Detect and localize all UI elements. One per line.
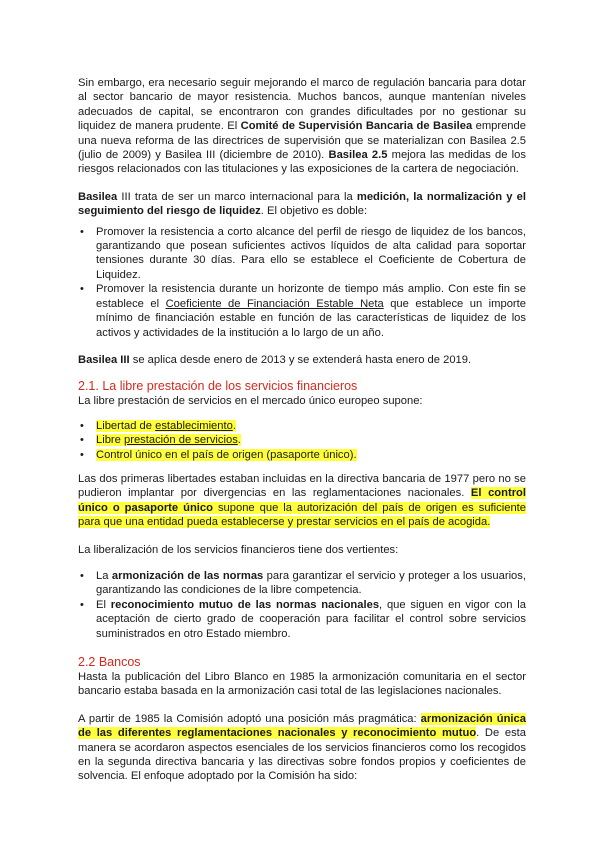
- list-item: [78, 282, 526, 340]
- underlined-text: prestación de servicios: [124, 434, 238, 447]
- text: .: [353, 448, 357, 461]
- bold-basilea-25: Basilea 2.5: [328, 149, 388, 162]
- list-item: [78, 598, 526, 641]
- text: para garantizar el servicio y proteger a los usuarios, garantizando las condiciones de la libre competencia.: [96, 569, 526, 597]
- paragraph-libro-blanco: Hasta la publicación del Libro Blanco en 1985 la armonización comunitaria en el sector bancario estaba basada en la armonización casi total de las legislaciones nacionales.: [78, 671, 526, 698]
- text: . De esta manera se acordaron aspectos esenciales de los servicios financieros como los recogidos en la segunda directiva bancaria y las directivas sobre fondos propios y coeficientes de solvencia. El enfoque adoptado por la Comisión ha sido:: [78, 727, 526, 783]
- paragraph-basilea-aplicacion: [78, 353, 526, 367]
- bold-basilea: Basilea: [78, 190, 118, 203]
- text: El: [96, 598, 111, 611]
- bold-armonizacion-unica: armonización única de las diferentes reglamentaciones nacionales y reconocimiento mutuo: [78, 712, 526, 740]
- paragraph-enfoque-comision: [78, 712, 526, 784]
- text: Las dos primeras libertades estaban incluidas en la directiva bancaria de 1977 pero no se pudieron implantar por divergencias en las reglamentaciones nacionales.: [78, 472, 526, 500]
- text: se aplica desde enero de 2013 y se extenderá hasta enero de 2019.: [129, 353, 472, 366]
- list-item: [78, 433, 526, 447]
- document-page: [78, 76, 526, 784]
- text: A partir de 1985 la Comisión adoptó una posición más pragmática:: [78, 712, 421, 725]
- paragraph-libertades: [78, 472, 526, 530]
- text: Sin embargo, era necesario seguir mejorando el marco de regulación bancaria para dotar al sector bancario de mayor resistencia. Muchos bancos, aunque mantenían niveles adecuados de capital, se encontraron con grandes dificultades por no gestionar su liquidez de manera prudente. El: [78, 77, 526, 133]
- text: emprende una nueva reforma de las directrices de supervisión que se materializan con Basilea 2.5 (julio de 2009) y Basilea III (diciembre de 2010).: [78, 120, 526, 162]
- bold-control-unico: El control único o pasaporte único: [78, 487, 526, 514]
- text: . El objetivo es doble:: [260, 205, 368, 218]
- text: III trata de ser un marco internacional para la: [117, 190, 357, 203]
- paragraph-basilea-intro: [78, 76, 526, 177]
- bold-basilea-iii: Basilea III: [78, 353, 130, 366]
- bold-medicion: medición, la normalización y el seguimiento del riesgo de liquidez: [78, 190, 526, 218]
- highlighted-text: supone que la autorización del país de origen es suficiente para que una entidad pueda establecerse y prestar servicios en el país de acogida.: [78, 501, 526, 529]
- bold-text: armonización de las normas: [111, 569, 264, 582]
- text: Libre: [96, 434, 124, 447]
- text: .: [237, 434, 241, 447]
- objectives-list: [78, 225, 526, 340]
- list-item: [78, 225, 526, 283]
- paragraph-intro-servicios: La libre prestación de servicios en el mercado único europeo supone:: [78, 395, 423, 408]
- list-item: [78, 448, 526, 462]
- text: mejora las medidas de los riesgos relacionados con las titulaciones y las exposiciones de la cartera de negociación.: [78, 149, 526, 176]
- paragraph-vertientes-intro: La liberalización de los servicios financieros tiene dos vertientes:: [78, 543, 399, 556]
- underlined-coeficiente: Coeficiente de Financiación Estable Neta: [165, 297, 384, 310]
- vertientes-list: [78, 569, 526, 641]
- underlined-text: establecimiento: [155, 419, 233, 432]
- section-heading-libre-prestacion: 2.1. La libre prestación de los servicios financieros: [78, 379, 358, 394]
- text: , que siguen en vigor con la aceptación de cierto grado de cooperación para facilitar el control sobre servicios suministrados en otro Estado miembro.: [96, 598, 526, 640]
- text: Control único en el país de origen (pasaporte único): [96, 448, 354, 461]
- text: que establece un importe mínimo de financiación estable en función de las características de liquidez de los activos y actividades de la institución a lo largo de un año.: [96, 297, 526, 339]
- list-item: [78, 569, 526, 598]
- freedoms-list: [78, 419, 526, 462]
- text: Promover la resistencia durante un horizonte de tiempo más amplio. Con este fin se establece el: [96, 283, 526, 310]
- text: La: [96, 569, 112, 582]
- text: Promover la resistencia a corto alcance del perfil de riesgo de liquidez de los bancos, garantizando que posean suficientes activos líquidos de alta calidad para soportar tensiones durante 30 días. Para ello se establece el Coeficiente de Cobertura de Liquidez.: [96, 225, 526, 281]
- text: .: [232, 419, 236, 432]
- paragraph-basilea-iii: [78, 190, 526, 219]
- section-heading-bancos: 2.2 Bancos: [78, 655, 141, 669]
- text: Libertad de: [96, 419, 156, 432]
- bold-text: reconocimiento mutuo de las normas nacionales: [110, 598, 380, 611]
- list-item: [78, 419, 526, 433]
- bold-comite: Comité de Supervisión Bancaria de Basilea: [240, 120, 473, 133]
